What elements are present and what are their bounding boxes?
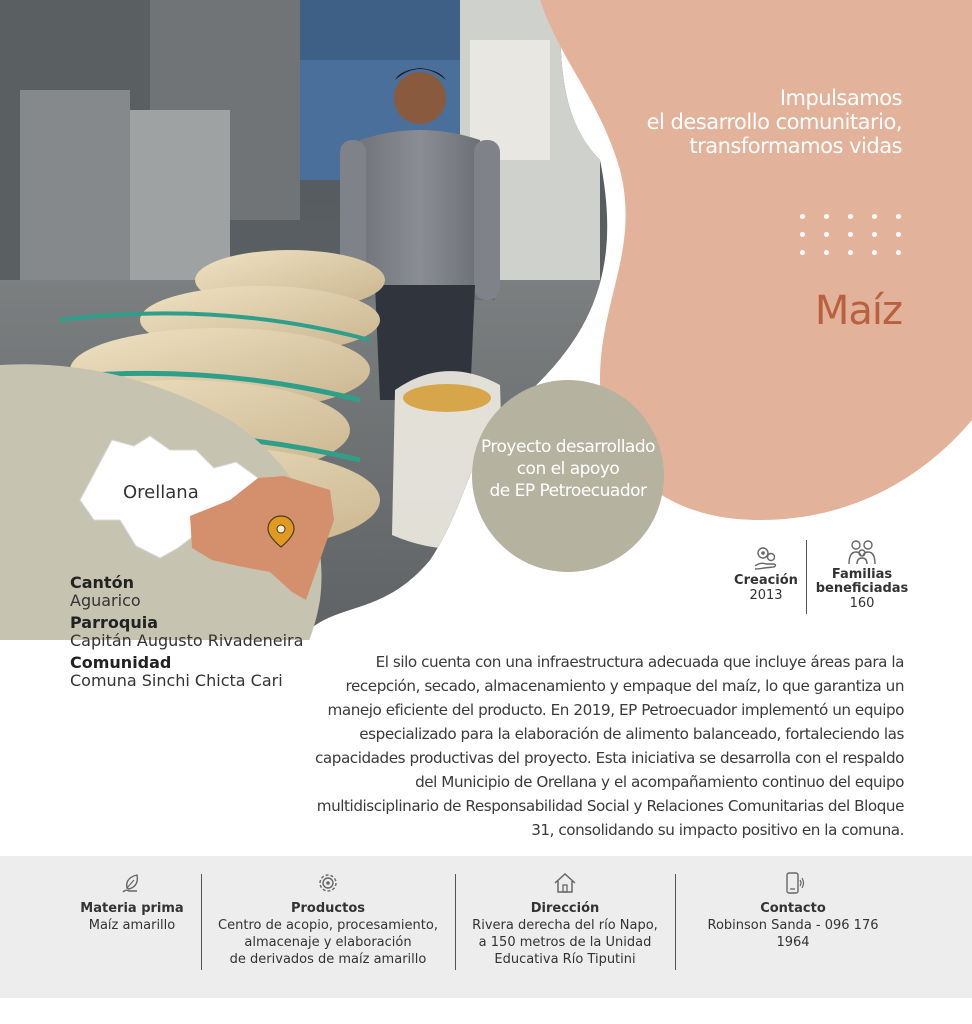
- footer-direccion-line-2: a 150 metros de la Unidad: [478, 935, 652, 950]
- comunidad-value: Comuna Sinchi Chicta Cari: [70, 671, 283, 690]
- stat-familias-label-2: beneficiadas: [815, 581, 909, 596]
- footer-materia-prima-label: Materia prima: [80, 901, 184, 916]
- gear-icon: [315, 870, 341, 896]
- home-icon: [552, 870, 578, 896]
- footer-materia-prima: [80, 870, 184, 934]
- support-line-1: Proyecto desarrollado: [480, 437, 656, 457]
- tagline-line-2: el desarrollo comunitario,: [646, 110, 902, 134]
- location-info: [70, 574, 303, 694]
- footer-divider: [675, 874, 676, 970]
- tagline: [572, 86, 902, 158]
- product-title: Maíz: [814, 288, 902, 334]
- decorative-dots: [800, 214, 904, 256]
- support-line-2: con el apoyo: [516, 459, 620, 479]
- footer-divider: [201, 874, 202, 970]
- footer-productos: [214, 870, 442, 968]
- footer-productos-line-2: almacenaje y elaboración: [244, 935, 412, 950]
- support-text: [478, 436, 658, 502]
- footer-contacto-label: Contacto: [760, 901, 826, 916]
- stat-creacion: [734, 544, 798, 604]
- comunidad-label: Comunidad: [70, 653, 172, 672]
- footer: [0, 856, 972, 998]
- stat-creacion-value: 2013: [749, 588, 783, 603]
- canton-value: Aguarico: [70, 591, 141, 610]
- gears-hand-icon: [752, 544, 780, 572]
- stat-familias-value: 160: [849, 596, 875, 611]
- tagline-line-3: transformamos vidas: [689, 134, 902, 158]
- footer-direccion-line-3: Educativa Río Tiputini: [494, 952, 636, 967]
- footer-contacto-value: Robinson Sanda - 096 176 1964: [707, 918, 879, 950]
- canton-label: Cantón: [70, 573, 134, 592]
- footer-materia-prima-value: Maíz amarillo: [88, 918, 176, 933]
- footer-direccion-label: Dirección: [530, 901, 600, 916]
- footer-contacto: [690, 870, 896, 951]
- parroquia-label: Parroquia: [70, 613, 158, 632]
- parroquia-value: Capitán Augusto Rivadeneira: [70, 631, 304, 650]
- phone-icon: [780, 870, 806, 896]
- footer-productos-label: Productos: [290, 901, 366, 916]
- support-line-3: de EP Petroecuador: [489, 481, 647, 501]
- stats-divider: [806, 540, 807, 614]
- footer-direccion: [470, 870, 660, 968]
- leaf-hand-icon: [119, 870, 145, 896]
- stat-familias-label-1: Familias: [831, 567, 893, 582]
- map-label: Orellana: [123, 482, 199, 503]
- footer-direccion-line-1: Rivera derecha del río Napo,: [472, 918, 658, 933]
- footer-productos-line-1: Centro de acopio, procesamiento,: [218, 918, 438, 933]
- footer-productos-line-3: de derivados de maíz amarillo: [229, 952, 427, 967]
- body-paragraph: El silo cuenta con una infraestructura adecuada que incluye áreas para la recepción, secado, almacenamiento y empaque del maíz, lo que garantiza un manejo eficiente del producto. En 2019, EP Petroecuador implementó un equipo especializado para la elaboración de alimento balanceado, fortaleciendo las capacidades productivas del proyecto. Esta iniciativa se desarrolla con el respaldo del Municipio de Orellana y el acompañamiento continuo del equipo multidisciplinario de Responsabilidad Social y Relaciones Comunitarias del Bloque 31, consolidando su impacto positivo en la comuna.: [315, 653, 904, 839]
- stat-familias: [812, 538, 912, 612]
- tagline-line-1: Impulsamos: [779, 86, 902, 110]
- family-icon: [847, 538, 877, 566]
- stat-creacion-label: Creación: [734, 573, 798, 588]
- footer-divider: [455, 874, 456, 970]
